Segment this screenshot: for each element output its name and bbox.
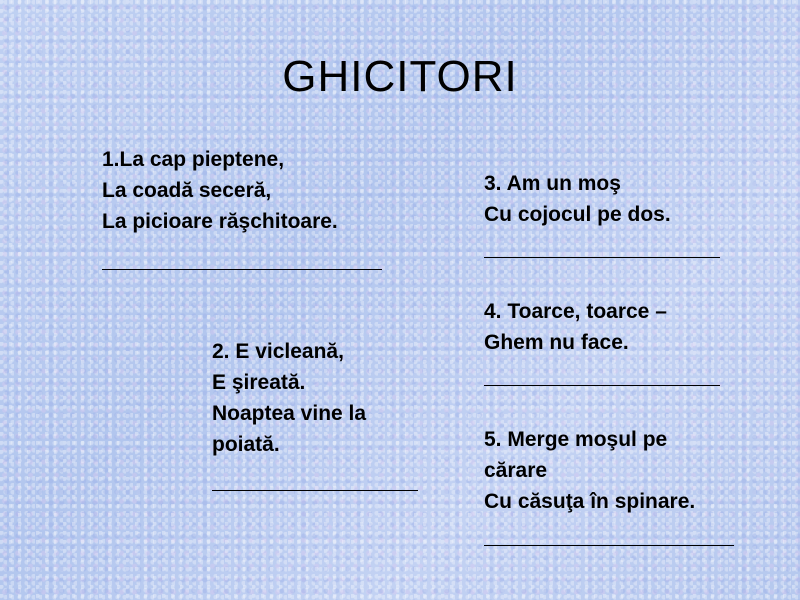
riddle-line: cărare xyxy=(484,459,548,482)
riddle-line: poiată. xyxy=(212,433,280,456)
riddle-line: 1.La cap pieptene, xyxy=(102,148,285,171)
riddle-line: Noaptea vine la xyxy=(212,402,367,425)
riddle-line: 4. Toarce, toarce – xyxy=(484,300,667,323)
riddle-4 xyxy=(484,296,720,386)
riddle-line: Ghem nu face. xyxy=(484,331,629,354)
page-title: GHICITORI xyxy=(282,52,518,101)
riddle-5 xyxy=(484,424,734,546)
riddle-1 xyxy=(102,144,382,270)
riddle-line: 5. Merge moşul pe xyxy=(484,428,668,451)
answer-line xyxy=(484,257,720,258)
riddle-line: La picioare răşchitoare. xyxy=(102,210,338,233)
riddle-line: E şireată. xyxy=(212,371,306,394)
answer-line xyxy=(484,545,734,546)
answer-line xyxy=(102,269,382,270)
riddle-line: 2. E vicleană, xyxy=(212,340,344,363)
riddle-3 xyxy=(484,168,720,258)
riddle-line: Cu cojocul pe dos. xyxy=(484,203,671,226)
riddle-2 xyxy=(212,336,418,491)
riddle-line: La coadă seceră, xyxy=(102,179,272,202)
answer-line xyxy=(212,490,418,491)
riddle-line: Cu căsuţa în spinare. xyxy=(484,490,696,513)
riddle-line: 3. Am un moş xyxy=(484,172,621,195)
answer-line xyxy=(484,385,720,386)
